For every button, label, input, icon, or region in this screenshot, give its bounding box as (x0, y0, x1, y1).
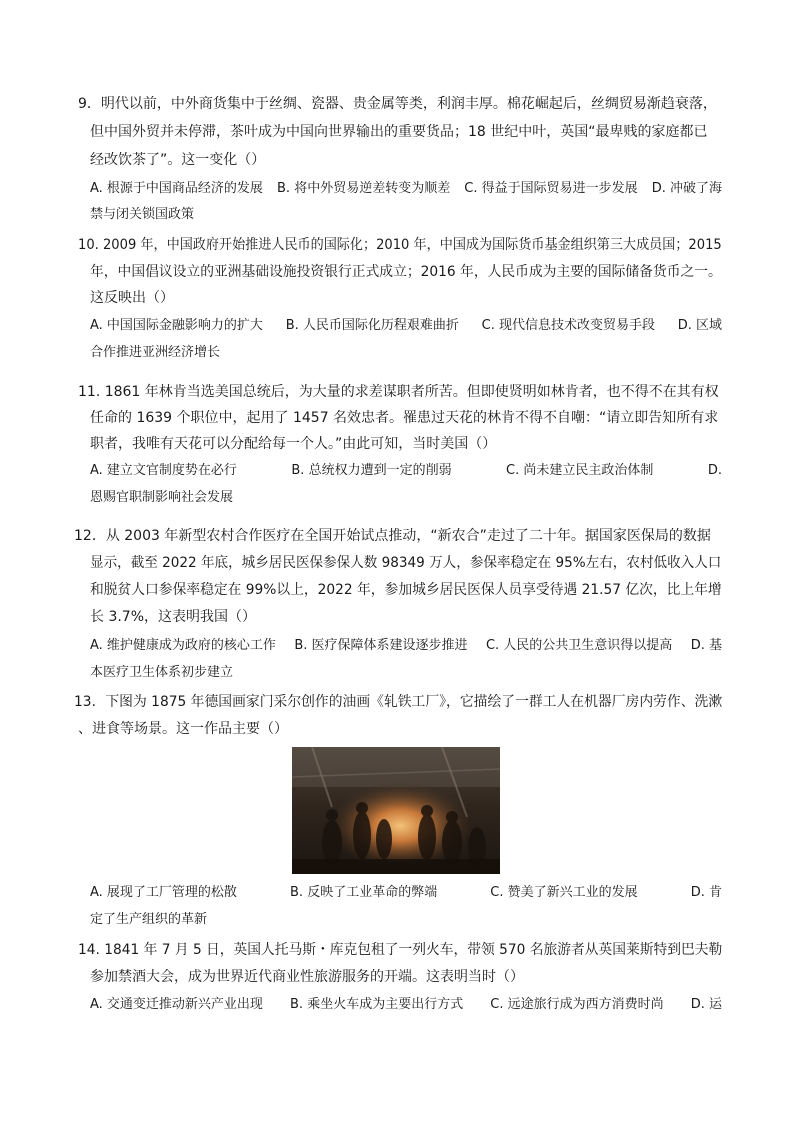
painting-image (292, 747, 500, 874)
option-continuation: 恩赐官职制影响社会发展 (90, 490, 234, 505)
option-a: A. 建立文官制度势在必行 (90, 463, 237, 478)
option-row (90, 179, 722, 199)
option-d: D. 运 (690, 997, 722, 1012)
question-text-line: 经改饮茶了”。这一变化（） (90, 152, 266, 168)
iron-rolling-mill-painting-icon (292, 747, 500, 874)
option-a: A. 中国国际金融影响力的扩大 (90, 318, 263, 333)
option-c: C. 赞美了新兴工业的发展 (490, 885, 638, 900)
option-c: C. 尚未建立民主政治体制 (506, 463, 654, 478)
option-row (90, 461, 722, 481)
option-continuation: 合作推进亚洲经济增长 (90, 345, 221, 360)
question-text-line: 这反映出（） (90, 290, 174, 306)
option-a: A. 展现了工厂管理的松散 (90, 885, 237, 900)
option-row (90, 316, 722, 336)
option-continuation: 本医疗卫生体系初步建立 (90, 665, 234, 680)
option-row (90, 995, 722, 1015)
option-d: D. 基 (690, 638, 722, 653)
option-row (90, 636, 722, 656)
question-text-line: 显示，截至 2022 年底，城乡居民医保参保人数 98349 万人，参保率稳定在 95%左右，农村低收入人口 (90, 555, 722, 571)
option-continuation: 禁与闭关锁国政策 (90, 207, 195, 222)
option-b: B. 乘坐火车成为主要出行方式 (290, 997, 464, 1012)
question-text-line: 任命的 1639 个职位中，起用了 1457 名效忠者。罹患过天花的林肯不得不自嘲：“请立即告知所有求 (90, 410, 719, 426)
option-row (90, 883, 722, 903)
option-b: B. 总统权力遭到一定的削弱 (291, 463, 452, 478)
question-text-line: 年，中国倡议设立的亚洲基础设施投资银行正式成立；2016 年，人民币成为主要的国际储备货币之一。 (90, 264, 722, 280)
option-c: C. 远途旅行成为西方消费时尚 (490, 997, 664, 1012)
question-text-line: 10. 2009 年，中国政府开始推进人民币的国际化；2010 年，中国成为国际货币基金组织第三大成员国；2015 (78, 237, 722, 253)
question-text-line: 11. 1861 年林肯当选美国总统后，为大量的求差谋职者所苦。但即使贤明如林肯者，也不得不在其有权 (78, 384, 719, 400)
question-text-line: 职者，我唯有天花可以分配给每一个人。”由此可知，当时美国（） (90, 436, 497, 452)
question-text-line: 和脱贫人口参保率稳定在 99%以上，2022 年，参加城乡居民医保人员享受待遇 21.57 亿次，比上年增 (90, 582, 722, 598)
question-text-line: 、进食等场景。这一作品主要（） (78, 721, 288, 737)
question-text-line: 13．下图为 1875 年德国画家门采尔创作的油画《轧铁工厂》，它描绘了一群工人在机器厂房内劳作、洗漱 (74, 694, 723, 710)
option-b: B. 医疗保障体系建设逐步推进 (294, 638, 468, 653)
question-text-line: 长 3.7%，这表明我国（） (90, 609, 257, 625)
option-d: D. (707, 463, 722, 478)
option-a: A. 维护健康成为政府的核心工作 (90, 638, 276, 653)
option-continuation: 定了生产组织的革新 (90, 912, 208, 927)
option-c: C. 现代信息技术改变贸易手段 (481, 318, 655, 333)
option-a: A. 交通变迁推动新兴产业出现 (90, 997, 263, 1012)
option-a: A. 根源于中国商品经济的发展 (90, 181, 263, 196)
question-text-line: 但中国外贸并未停滞，茶叶成为中国向世界输出的重要货品；18 世纪中叶，英国“最卑贱的家庭都已 (90, 124, 708, 140)
option-d: D. 区域 (677, 318, 722, 333)
option-c: C. 得益于国际贸易进一步发展 (464, 181, 638, 196)
question-text-line: 参加禁酒大会，成为世界近代商业性旅游服务的开端。这表明当时（） (90, 969, 524, 985)
question-text-line: 9．明代以前，中外商货集中于丝绸、瓷器、贵金属等类，利润丰厚。棉花崛起后，丝绸贸易渐趋衰落， (78, 96, 717, 112)
option-d: D. 冲破了海 (651, 181, 722, 196)
question-text-line: 14. 1841 年 7 月 5 日，英国人托马斯・库克包租了一列火车，带领 570 名旅游者从英国莱斯特到巴夫勒 (78, 942, 723, 958)
option-b: B. 反映了工业革命的弊端 (290, 885, 438, 900)
question-text-line: 12．从 2003 年新型农村合作医疗在全国开始试点推动，“新农合”走过了二十年。据国家医保局的数据 (74, 528, 711, 544)
option-d: D. 肯 (690, 885, 722, 900)
option-b: B. 人民币国际化历程艰难曲折 (285, 318, 459, 333)
option-c: C. 人民的公共卫生意识得以提高 (485, 638, 673, 653)
option-b: B. 将中外贸易逆差转变为顺差 (277, 181, 451, 196)
